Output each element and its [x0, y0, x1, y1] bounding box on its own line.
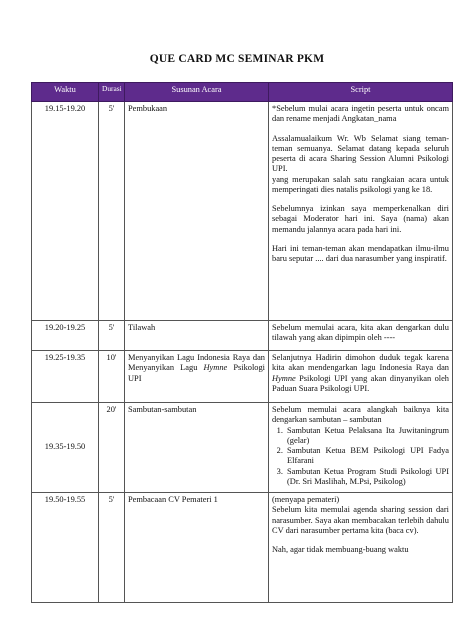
que-card-table	[31, 82, 453, 603]
table-row	[32, 403, 453, 493]
script-italic-text: Hymne	[272, 373, 296, 383]
script-paragraph: Assalamualaikum Wr. Wb Selamat siang teman-teman semuanya. Selamat datang kepada seluruh peserta di acara Sharing Session Alumni Psikologi UPI.	[272, 133, 449, 174]
script-cell	[269, 351, 453, 403]
duration-cell: 20'	[99, 403, 125, 493]
script-paragraph: Sebelum kita memulai agenda sharing session dari narasumber. Saya akan membacakan terlebih dahulu CV dari narasumber pertama kita (baca cv).	[272, 505, 449, 535]
agenda-cell: Tilawah	[125, 321, 269, 351]
duration-cell: 10'	[99, 351, 125, 403]
script-cell	[269, 403, 453, 493]
time-cell: 19.35-19.50	[32, 403, 99, 493]
agenda-cell: Sambutan-sambutan	[125, 403, 269, 493]
script-paragraph: Sebelum memulai acara alangkah baiknya kita dengarkan sambutan – sambutan	[272, 405, 449, 425]
table-header-row	[32, 83, 453, 102]
script-paragraph: (menyapa pemateri)	[272, 495, 340, 504]
agenda-cell: Pembukaan	[125, 102, 269, 321]
speech-list	[272, 426, 449, 488]
script-paragraph: Hari ini teman-teman akan mendapatkan ilmu-ilmu baru seputar .... dari dua narasumber yang inspiratif.	[272, 243, 449, 263]
agenda-text: Psikologi UPI	[128, 363, 265, 383]
table-row	[32, 493, 453, 603]
header-script: Script	[269, 83, 453, 102]
duration-cell: 5'	[99, 102, 125, 321]
script-cell: Sebelum memulai acara, kita akan dengarkan dulu tilawah yang akan dipimpin oleh ----	[269, 321, 453, 351]
table-row	[32, 102, 453, 321]
duration-cell: 5'	[99, 321, 125, 351]
time-cell: 19.20-19.25	[32, 321, 99, 351]
time-cell: 19.25-19.35	[32, 351, 99, 403]
time-cell: 19.50-19.55	[32, 493, 99, 603]
list-item: 2. Sambutan Ketua BEM Psikologi UPI Fadya Elfarani	[285, 446, 449, 467]
table-row	[32, 351, 453, 403]
header-waktu: Waktu	[32, 83, 99, 102]
agenda-text: Menyanyikan Lagu Indonesia Raya dan Menyanyikan Lagu	[128, 353, 265, 373]
script-text: Psikologi UPI yang akan dinyanyikan oleh Paduan Suara Psikologi UPI.	[272, 373, 449, 393]
list-item: 3. Sambutan Ketua Program Studi Psikologi UPI (Dr. Sri Maslihah, M.Psi, Psikolog)	[285, 467, 449, 488]
duration-cell: 5'	[99, 493, 125, 603]
list-item: 1. Sambutan Ketua Pelaksana Ita Juwitaningrum (gelar)	[285, 426, 449, 447]
header-durasi: Durasi	[99, 83, 125, 102]
table-row	[32, 321, 453, 351]
agenda-italic-text: Hymne	[203, 363, 228, 373]
header-susunan-acara: Susunan Acara	[125, 83, 269, 102]
script-paragraph: Sebelumnya izinkan saya memperkenalkan diri sebagai Moderator hari ini. Saya (nama) akan memandu jalannya acara pada hari ini.	[272, 204, 449, 234]
script-text: Selanjutnya Hadirin dimohon duduk tegak karena kita akan mendengarkan lagu Indonesia Raya dan	[272, 353, 449, 373]
script-cell	[269, 102, 453, 321]
agenda-cell: Pembacaan CV Pemateri 1	[125, 493, 269, 603]
script-cell	[269, 493, 453, 603]
time-cell: 19.15-19.20	[32, 102, 99, 321]
script-paragraph: Nah, agar tidak membuang-buang waktu	[272, 545, 409, 554]
script-paragraph: *Sebelum mulai acara ingetin peserta untuk oncam dan rename menjadi Angkatan_nama	[272, 104, 449, 124]
script-paragraph: yang merupakan salah satu rangkaian acara untuk memperingati dies natalis psikologi yang ke 18.	[272, 174, 449, 194]
agenda-cell	[125, 351, 269, 403]
document-title: QUE CARD MC SEMINAR PKM	[149, 53, 325, 65]
